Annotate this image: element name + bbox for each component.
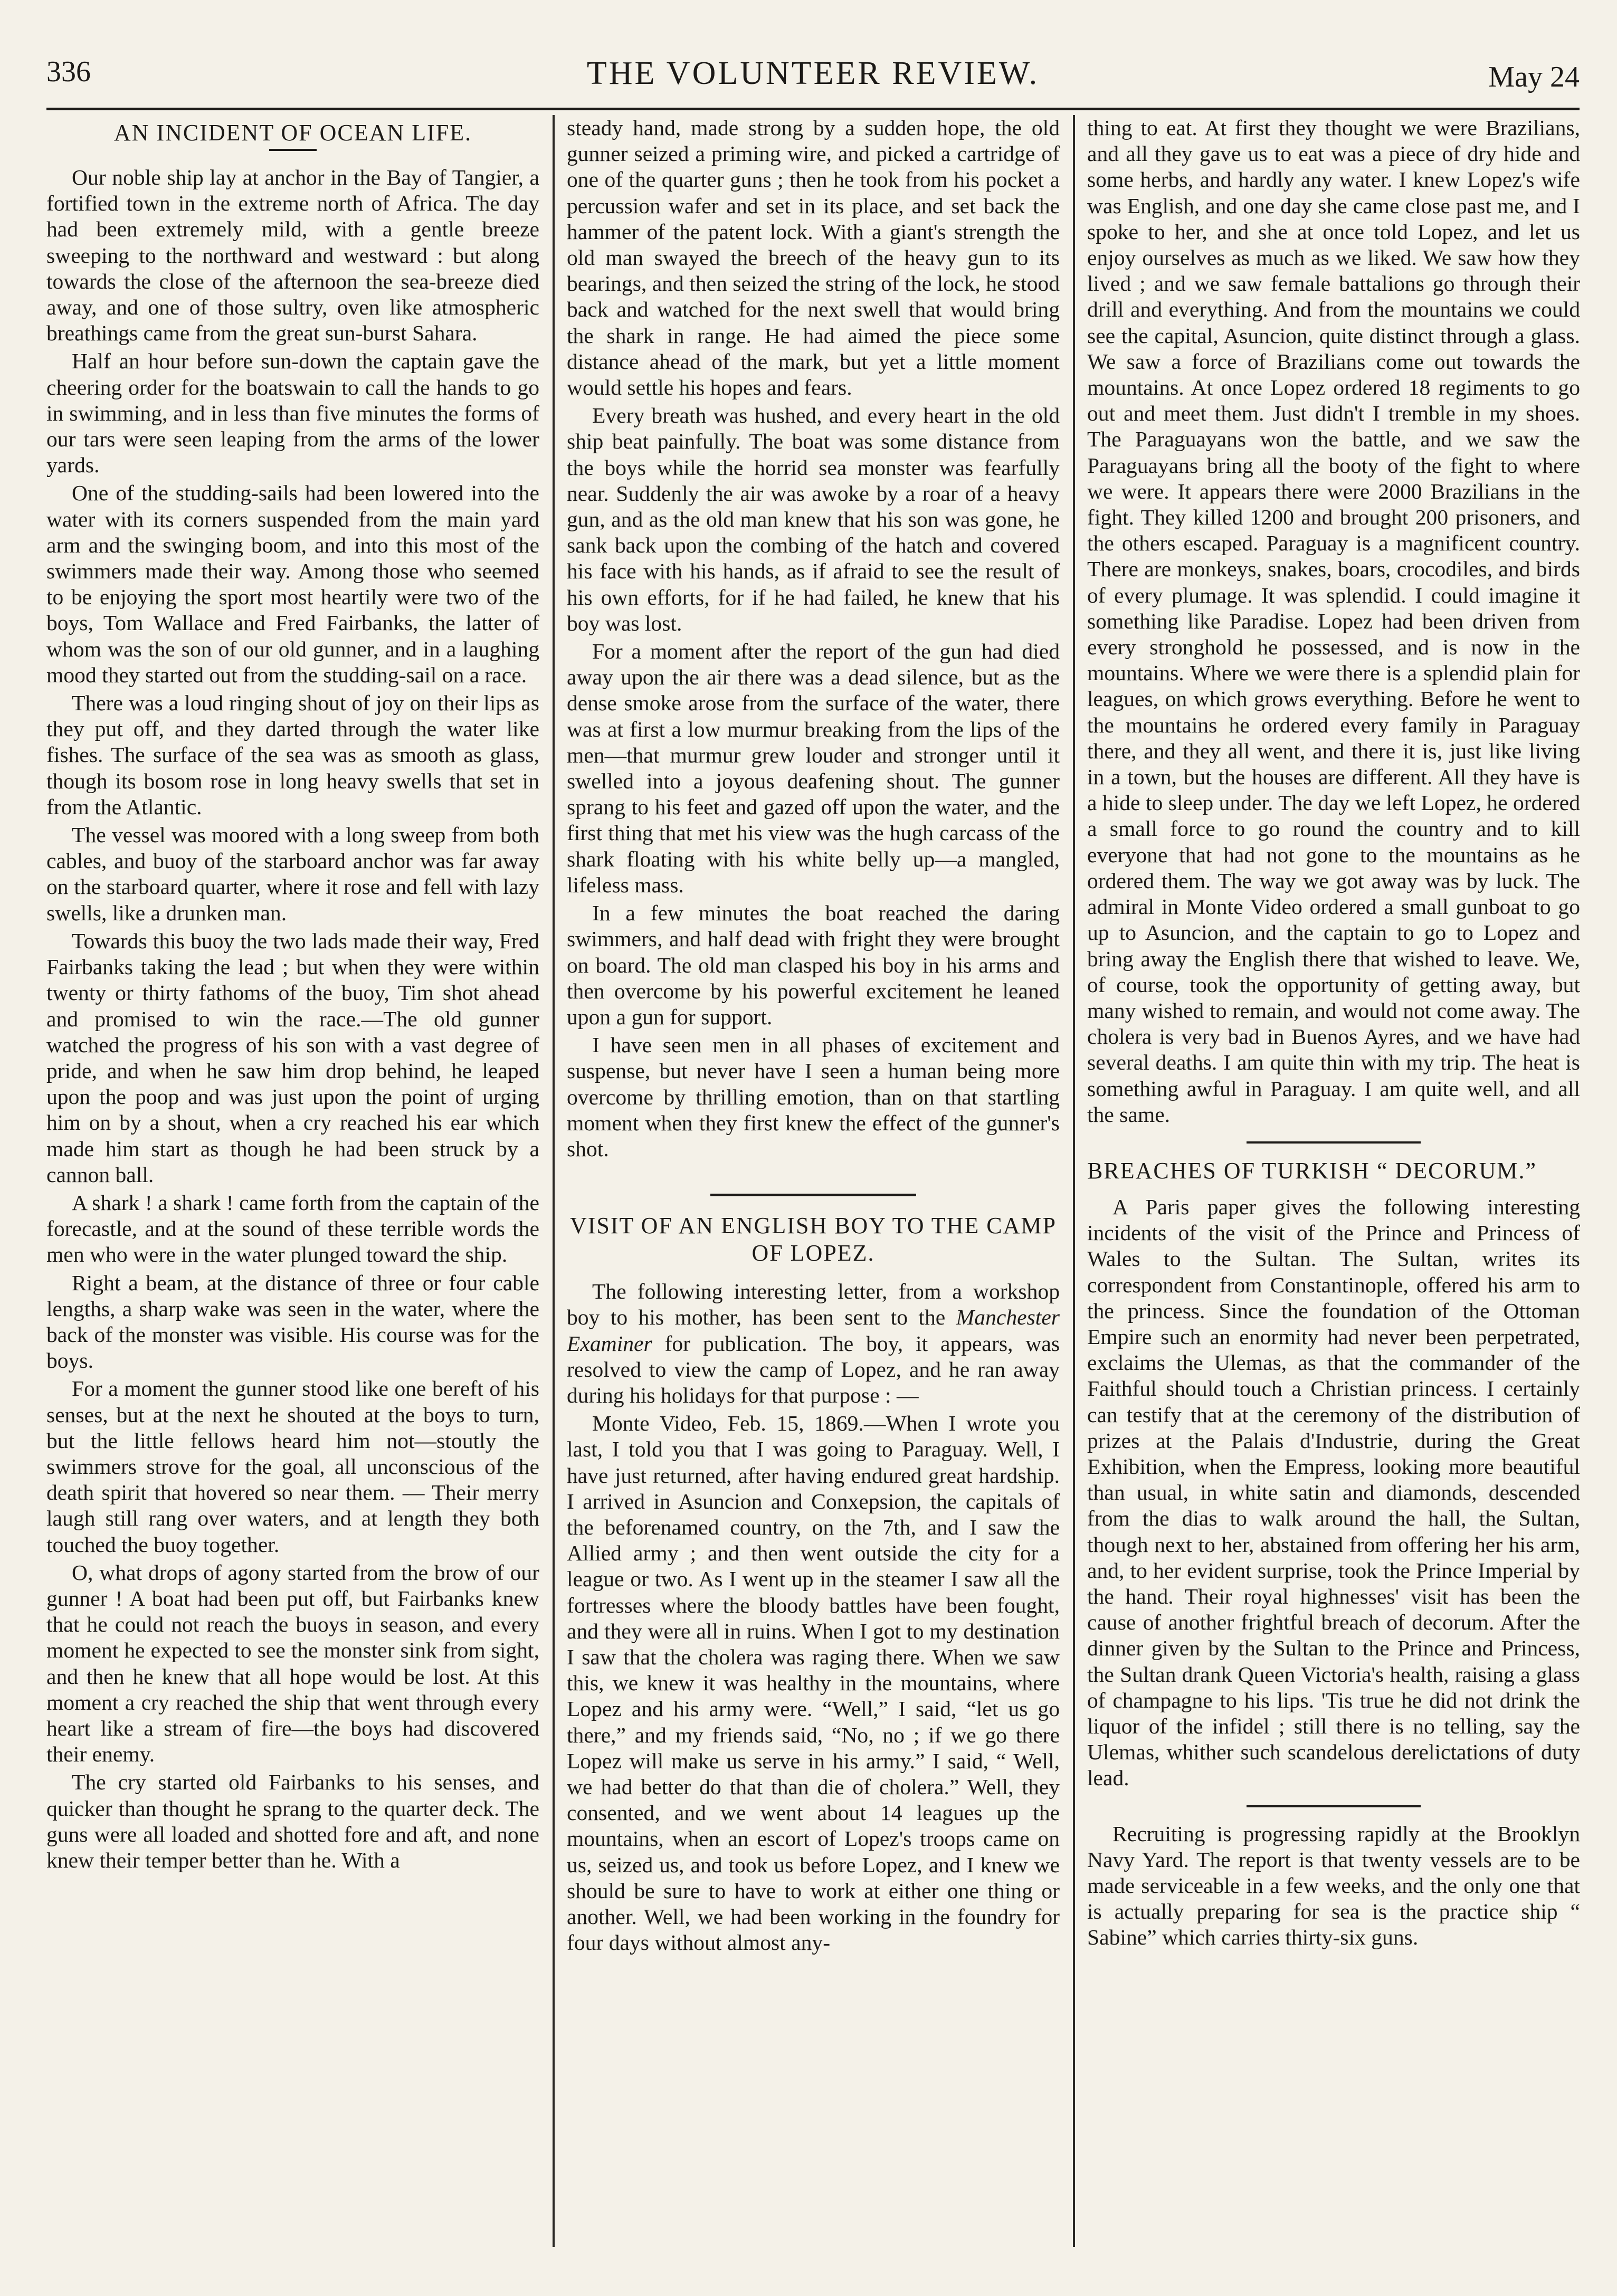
paragraph: Our noble ship lay at anchor in the Bay of Tangier, a fortified town in the extreme north of Africa. The day had been extremely mild, with a gentle breeze sweeping to the northward and westward : but along towards the close of the afternoon the sea-breeze died away, and one of those sultry, oven like atmospheric breathings came from the great sun-burst Sahara.: [46, 165, 539, 346]
paragraph: The cry started old Fairbanks to his senses, and quicker than thought he sprang to the quarter deck. The guns were all loaded and shotted fore and aft, and none knew their temper better than he. With a: [46, 1770, 539, 1872]
paragraph: For a moment the gunner stood like one bereft of his senses, but at the next he shouted at the boys to turn, but the little fellows heard him not—stoutly the swimmers strove for the goal, all unconscious of the death spirit that hovered so near them. — Their merry laugh still rang over waters, and at length they both touched the buoy together.: [46, 1376, 539, 1557]
paragraph: In a few minutes the boat reached the daring swimmers, and half dead with fright they were brought on board. The old man clasped his boy in his arms and then overcome by his powerful excitement he leaned upon a gun for support.: [567, 901, 1060, 1029]
paragraph: Every breath was hushed, and every heart in the old ship beat painfully. The boat was some distance from the boys while the horrid sea monster was fearfully near. Suddenly the air was awoke by a roar of a heavy gun, and as the old man knew that his son was gone, he sank back upon the combing of the hatch and covered his face with his hands, as if afraid to see the result of his own efforts, for if he had failed, he knew that his boy was lost.: [567, 403, 1060, 635]
paragraph: A shark ! a shark ! came forth from the captain of the forecastle, and at the sound of these terrible words the men who were in the water plunged toward the ship.: [46, 1190, 539, 1267]
newspaper-name: Manchester Examiner: [567, 1305, 1060, 1356]
issue-date: May 24: [1488, 61, 1580, 93]
section-rule: [1247, 1805, 1421, 1807]
title-rule: [269, 149, 317, 151]
intro-paragraph: The following interesting letter, from a workshop boy to his mother, has been sent to the Manchester Examiner for publication. The boy, it appears, was resolved to view the camp of Lopez, and he ran away during his holidays for that purpose : —: [567, 1279, 1060, 1407]
paragraph: Recruiting is progressing rapidly at the Brooklyn Navy Yard. The report is that twenty vessels are to be made serviceable in a few weeks, and the only one that is actually preparing for sea is the practice ship “ Sabine” which carries thirty-six guns.: [1087, 1821, 1580, 1950]
paragraph: Right a beam, at the distance of three or four cable lengths, a sharp wake was seen in the water, where the back of the monster was visible. His course was for the boys.: [46, 1270, 539, 1373]
paragraph: I have seen men in all phases of excitement and suspense, but never have I seen a human being more overcome by thrilling emotion, than on that startling moment when they first knew the effect of the gunner's shot.: [567, 1033, 1060, 1161]
article-title-ocean-life: AN INCIDENT OF OCEAN LIFE.: [113, 120, 472, 146]
journal-title: THE VOLUNTEER REVIEW.: [586, 55, 1040, 91]
paragraph: One of the studding-sails had been lowered into the water with its corners suspended from the main yard arm and the swinging boom, and into this most of the swimmers made their way. Among those who seemed to be enjoying the sport most heartily were two of the boys, Tom Wallace and Fred Fairbanks, the latter of whom was the son of our old gunner, and in a laughing mood they started out from the studding-sail on a race.: [46, 481, 539, 687]
header-rule: [46, 108, 1580, 110]
letter-paragraph-continued: thing to eat. At first they thought we were Brazilians, and all they gave us to eat was a piece of dry hide and some herbs, and hardly any water. I knew Lopez's wife was English, and one day she came close past me, and I spoke to her, and she at once told Lopez, and let us enjoy ourselves as much as we liked. We saw how they lived ; and we saw female battalions go through their drill and everything. And from the mountains we could see the capital, Asuncion, quite distinct through a glass. We saw a force of Brazilians come out towards the mountains. At once Lopez ordered 18 regiments to go out and meet them. Just didn't I tremble in my shoes. The Paraguayans won the battle, and we saw the Paraguayans bring all the booty of the fight to where we were. It appears there were 2000 Brazilians in the fight. They killed 1200 and brought 200 prisoners, and the others escaped. Paraguay is a magnificent country. There are monkeys, snakes, boars, crocodiles, and birds of every plumage. It was splendid. I could imagine it something like Paradise. Lopez had been driven from every stronghold he possessed, and is now in the mountains. Where we were there is a splendid plain for leagues, on which grows everything. Before he went to the mountains he ordered every family in Paraguay there, and they all went, and there it is, just like living in a town, but the houses are different. All they have is a hide to sleep under. The day we left Lopez, he ordered a small force to go round the country and to kill everyone that had not gone to the mountains as he ordered them. The way we got away was by luck. The admiral in Monte Video ordered a small gunboat to go up to Asuncion, and the captain to go to Lopez and bring away the English there that wished to leave. We, of course, took the opportunity of getting away, but many wished to remain, and would not come away. The cholera is very bad in Buenos Ayres, and we have had several deaths. I am quite thin with my trip. The heat is something awful in Paraguay. I am quite well, and all the same.: [1087, 116, 1580, 1127]
paragraph-continued: steady hand, made strong by a sudden hope, the old gunner seized a priming wire, and picked a cartridge of one of the quarter guns ; then he took from his pocket a percussion wafer and set in its place, and set back the hammer of the patent lock. With a giant's strength the old man swayed the breech of the heavy gun to its bearings, and then seized the string of the lock, he stood back and watched for the next swell that would bring the shark in range. He had aimed the piece some distance ahead of the mark, but yet a little moment would settle his hopes and fears.: [567, 116, 1060, 400]
page-number: 336: [46, 55, 91, 88]
column-3: [1087, 115, 1580, 2273]
paragraph: For a moment after the report of the gun had died away upon the air there was a dead silence, but as the dense smoke arose from the surface of the water, there was at first a low murmur breaking from the lips of the men—that murmur grew louder and stronger until it swelled into a joyous deafening shout. The gunner sprang to his feet and gazed off upon the water, and the first thing that met his view was the hugh carcass of the shark floating with his white belly up—a mangled, lifeless mass.: [567, 639, 1060, 897]
column-rule: [553, 115, 555, 2247]
paragraph: The vessel was moored with a long sweep from both cables, and buoy of the starboard anchor was far away on the starboard quarter, where it rose and fell with lazy swells, like a drunken man.: [46, 823, 539, 925]
section-rule: [1247, 1141, 1421, 1144]
column-1: [46, 115, 539, 2273]
paragraph: A Paris paper gives the following interesting incidents of the visit of the Prince and Princess of Wales to the Sultan. The Sultan, writes its correspondent from Constantinople, offered his arm to the princess. Since the foundation of the Ottoman Empire such an enormity had never been perpetrated, exclaims the Ulemas, as that the commander of the Faithful should touch a Christian princess. I certainly can testify that at the ceremony of the distribution of prizes at the Palais d'Industrie, during the Great Exhibition, when the Empress, looking more beautiful than usual, in white satin and diamonds, descended from the dias to walk around the hall, the Sultan, though next to her, abstained from offering her his arm, and, to her evident surprise, took the Prince Imperial by the hand. Their royal highnesses' visit has been the cause of another frightful breach of decorum. After the dinner given by the Sultan to the Prince and Princess, the Sultan drank Queen Victoria's health, raising a glass of champagne to his lips. 'Tis true he did not drink the liquor of the infidel ; still there is no telling, say the Ulemas, whither such scandelous derelictations of duty lead.: [1087, 1194, 1580, 1790]
paragraph: Towards this buoy the two lads made their way, Fred Fairbanks taking the lead ; but when they were within twenty or thirty fathoms of the buoy, Tim shot ahead and promised to win the race.—The old gunner watched the progress of his son with a vast degree of pride, and when he saw him drop behind, he leaped upon the poop and was just upon the point of urging him on by a shout, when a cry reached his ear which made him start as though he had been struck by a cannon ball.: [46, 928, 539, 1187]
page-header: [46, 55, 1580, 113]
column-2: [567, 115, 1060, 2273]
paragraph: O, what drops of agony started from the brow of our gunner ! A boat had been put off, but Fairbanks knew that he could not reach the buoys in season, and every moment he expected to see the monster sink from sight, and then he knew that all hope would be lost. At this moment a cry reached the ship that went through every heart like a stream of fire—the boys had discovered their enemy.: [46, 1560, 539, 1767]
article-title-lopez: VISIT OF AN ENGLISH BOY TO THE CAMP OF LOPEZ.: [570, 1213, 1057, 1266]
section-rule: [710, 1194, 916, 1196]
paragraph: Half an hour before sun-down the captain gave the cheering order for the boatswain to call the hands to go in swimming, and in less than five minutes the forms of our tars were seen leaping from the arms of the lower yards.: [46, 349, 539, 478]
letter-paragraph: Monte Video, Feb. 15, 1869.—When I wrote you last, I told you that I was going to Paraguay. Well, I have just returned, after having endured great hardship. I arrived in Asuncion and Conxepsion, the capitals of the beforenamed country, on the 7th, and I saw the Allied army ; and then went outside the city for a league or two. As I went up in the steamer I saw all the fortresses where the bloody battles have been fought, and they were all in ruins. When I got to my destination I saw that the cholera was raging there. When we saw this, we knew it was healthy in the mountains, where Lopez and his army were. “Well,” I said, “let us go there,” and my friends said, “No, no ; if we go there Lopez will make us serve in his army.” I said, “ Well, we had better do that than die of cholera.” Well, they consented, and we went about 14 leagues up the mountains, when an escort of Lopez's troops came on us, seized us, and took us before Lopez, and I knew we should be sure to have to work at either one thing or another. Well, we had been working in the foundry for four days without almost any-: [567, 1411, 1060, 1955]
article-title-turkish-decorum: BREACHES OF TURKISH “ DECORUM.”: [1087, 1157, 1537, 1184]
column-rule: [1073, 115, 1075, 2247]
paragraph: There was a loud ringing shout of joy on their lips as they put off, and they darted through the water like fishes. The surface of the sea was as smooth as glass, though its bosom rose in long heavy swells that set in from the Atlantic.: [46, 691, 539, 819]
